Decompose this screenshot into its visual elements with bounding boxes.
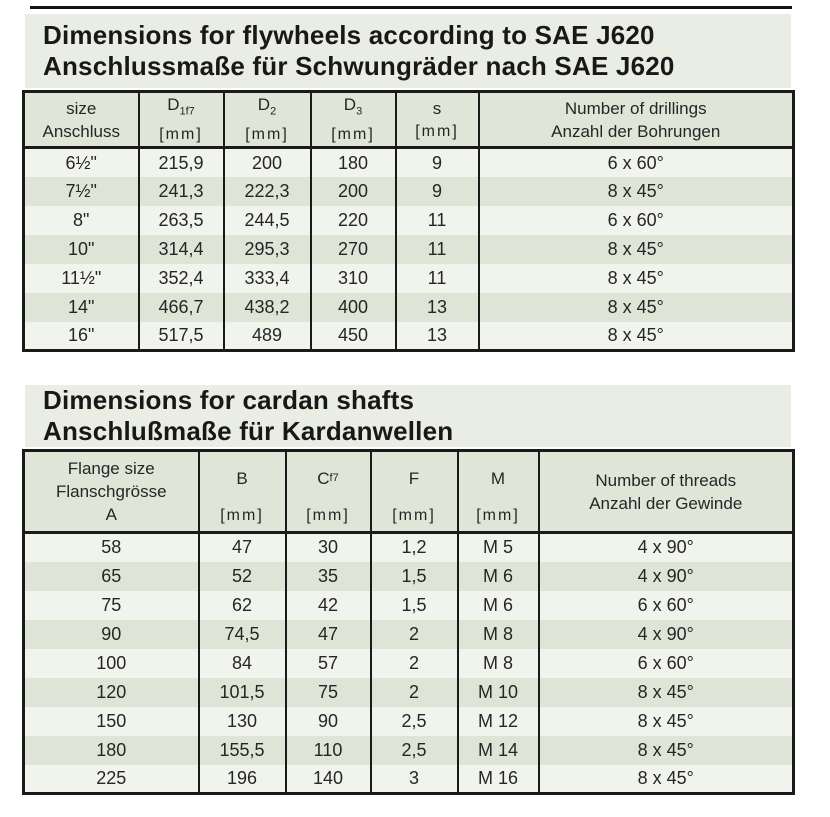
table-cell: M 8	[458, 649, 539, 678]
table-cell: 84	[199, 649, 286, 678]
column-header-cf7	[286, 451, 371, 533]
table-cell: 8"	[24, 206, 139, 235]
flywheels-title-band	[25, 14, 791, 88]
table-cell: 65	[24, 562, 199, 591]
symbol-subscript: f7	[329, 471, 339, 484]
unit-label: [mm]	[245, 126, 289, 144]
table-cell: 140	[286, 765, 371, 794]
column-header-size	[24, 92, 139, 148]
table-row	[24, 707, 794, 736]
table-cell: M 5	[458, 533, 539, 562]
table-cell: 6½"	[24, 148, 139, 177]
table-row	[24, 264, 794, 293]
table-cell: 11	[396, 206, 479, 235]
table-cell: 200	[224, 148, 311, 177]
table-cell: 110	[286, 736, 371, 765]
symbol-letter: D	[167, 95, 180, 114]
table-cell: 8 x 45°	[479, 322, 794, 351]
header-line: Number of threads	[595, 470, 737, 490]
table-cell: 180	[24, 736, 199, 765]
table-cell: 58	[24, 533, 199, 562]
table-cell: 150	[24, 707, 199, 736]
table-cell: M 6	[458, 591, 539, 620]
flywheels-table-body	[24, 148, 794, 351]
table-cell: 180	[311, 148, 396, 177]
table-cell: 241,3	[139, 177, 224, 206]
table-cell: 9	[396, 177, 479, 206]
table-cell: 352,4	[139, 264, 224, 293]
symbol	[312, 93, 395, 123]
table-cell: 6 x 60°	[539, 591, 794, 620]
table-cell: 13	[396, 322, 479, 351]
table-cell: 42	[286, 591, 371, 620]
table-cell: 263,5	[139, 206, 224, 235]
column-header-f	[371, 451, 458, 533]
column-header-s	[396, 92, 479, 148]
symbol	[287, 452, 370, 504]
column-header-drillings	[479, 92, 794, 148]
header-line: Flanschgrösse	[55, 482, 167, 501]
cardan-table	[22, 449, 795, 795]
table-row	[24, 235, 794, 264]
cardan-title-band	[25, 385, 791, 447]
table-cell: 16"	[24, 322, 139, 351]
table-cell: 10"	[24, 235, 139, 264]
header-line: Anschluss	[42, 121, 120, 141]
table-cell: 222,3	[224, 177, 311, 206]
table-row	[24, 678, 794, 707]
symbol-letter: s	[432, 98, 442, 118]
unit-label: [mm]	[392, 507, 436, 524]
unit-label: [mm]	[159, 126, 203, 144]
table-row	[24, 562, 794, 591]
symbol	[200, 452, 285, 504]
table-cell: 90	[286, 707, 371, 736]
table-cell: 75	[24, 591, 199, 620]
table-cell: 333,4	[224, 264, 311, 293]
header-line: size	[66, 98, 97, 118]
table-cell: 6 x 60°	[479, 148, 794, 177]
table-cell: 196	[199, 765, 286, 794]
cardan-title-en: Dimensions for cardan shafts	[43, 385, 415, 415]
table-cell: 8 x 45°	[539, 736, 794, 765]
header-line: Anzahl der Bohrungen	[551, 121, 721, 141]
table-cell: 215,9	[139, 148, 224, 177]
table-row	[24, 649, 794, 678]
table-row	[24, 206, 794, 235]
table-cell: 3	[371, 765, 458, 794]
table-cell: 101,5	[199, 678, 286, 707]
table-cell: 244,5	[224, 206, 311, 235]
header-line: Number of drillings	[564, 98, 707, 118]
flywheels-table-header	[24, 92, 794, 148]
table-cell: 75	[286, 678, 371, 707]
table-cell: 450	[311, 322, 396, 351]
table-cell: 62	[199, 591, 286, 620]
table-row	[24, 620, 794, 649]
table-cell: 6 x 60°	[539, 649, 794, 678]
symbol-letter: M	[490, 468, 506, 488]
table-cell: 200	[311, 177, 396, 206]
symbol	[397, 97, 478, 120]
table-cell: 2	[371, 678, 458, 707]
table-cell: 30	[286, 533, 371, 562]
table-row	[24, 765, 794, 794]
column-header-b	[199, 451, 286, 533]
table-cell: M 16	[458, 765, 539, 794]
symbol	[140, 93, 223, 123]
column-header-threads	[539, 451, 794, 533]
flywheels-title-de: Anschlussmaße für Schwungräder nach SAE J620	[43, 51, 675, 81]
symbol-letter: D	[343, 95, 357, 114]
table-cell: 1,5	[371, 591, 458, 620]
table-cell: 100	[24, 649, 199, 678]
table-cell: 8 x 45°	[479, 235, 794, 264]
table-cell: 466,7	[139, 293, 224, 322]
flywheels-table	[22, 90, 795, 352]
table-cell: 74,5	[199, 620, 286, 649]
table-cell: 9	[396, 148, 479, 177]
table-cell: 6 x 60°	[479, 206, 794, 235]
table-cell: 1,5	[371, 562, 458, 591]
table-cell: 8 x 45°	[479, 177, 794, 206]
table-cell: 4 x 90°	[539, 562, 794, 591]
symbol-subscript: 2	[270, 105, 277, 118]
table-cell: 47	[286, 620, 371, 649]
table-cell: 295,3	[224, 235, 311, 264]
table-cell: 52	[199, 562, 286, 591]
table-cell: 517,5	[139, 322, 224, 351]
table-cell: 8 x 45°	[479, 293, 794, 322]
table-cell: M 10	[458, 678, 539, 707]
cardan-table-body	[24, 533, 794, 794]
symbol-letter: B	[236, 468, 248, 488]
table-cell: 220	[311, 206, 396, 235]
table-cell: 1,2	[371, 533, 458, 562]
table-cell: 130	[199, 707, 286, 736]
column-header-d3	[311, 92, 396, 148]
table-cell: 11½"	[24, 264, 139, 293]
table-cell: 120	[24, 678, 199, 707]
table-row	[24, 533, 794, 562]
symbol-letter: C	[317, 468, 330, 488]
table-cell: 8 x 45°	[539, 707, 794, 736]
symbol-letter: F	[408, 468, 420, 488]
table-cell: 310	[311, 264, 396, 293]
header-line: A	[105, 505, 117, 524]
table-row	[24, 736, 794, 765]
table-cell: M 14	[458, 736, 539, 765]
table-cell: 8 x 45°	[479, 264, 794, 293]
column-header-d1f7	[139, 92, 224, 148]
unit-label: [mm]	[476, 507, 520, 524]
unit-label: [mm]	[331, 126, 375, 144]
table-cell: 314,4	[139, 235, 224, 264]
table-cell: 90	[24, 620, 199, 649]
flywheels-title-en: Dimensions for flywheels according to SAE J620	[43, 20, 655, 50]
table-row	[24, 177, 794, 206]
table-cell: 489	[224, 322, 311, 351]
column-header-m	[458, 451, 539, 533]
table-row	[24, 322, 794, 351]
table-cell: 155,5	[199, 736, 286, 765]
table-row	[24, 293, 794, 322]
table-cell: 35	[286, 562, 371, 591]
table-cell: 8 x 45°	[539, 765, 794, 794]
table-cell: 225	[24, 765, 199, 794]
table-cell: 7½"	[24, 177, 139, 206]
table-cell: 47	[199, 533, 286, 562]
symbol	[225, 93, 310, 123]
table-cell: 57	[286, 649, 371, 678]
header-row	[24, 451, 794, 533]
table-cell: 2	[371, 620, 458, 649]
table-cell: 2	[371, 649, 458, 678]
table-cell: 14"	[24, 293, 139, 322]
unit-label: [mm]	[306, 507, 350, 524]
table-cell: 2,5	[371, 707, 458, 736]
table-cell: M 8	[458, 620, 539, 649]
cardan-table-header	[24, 451, 794, 533]
header-row	[24, 92, 794, 148]
top-rule	[30, 6, 792, 9]
cardan-title-de: Anschlußmaße für Kardanwellen	[43, 416, 454, 446]
table-row	[24, 591, 794, 620]
table-cell: 400	[311, 293, 396, 322]
header-line: Flange size	[67, 459, 155, 478]
table-cell: 270	[311, 235, 396, 264]
symbol-subscript: 3	[356, 105, 363, 118]
table-cell: 438,2	[224, 293, 311, 322]
table-row	[24, 148, 794, 177]
symbol-subscript: 1f7	[179, 105, 195, 118]
table-cell: 4 x 90°	[539, 533, 794, 562]
table-cell: 2,5	[371, 736, 458, 765]
table-cell: M 6	[458, 562, 539, 591]
table-cell: 11	[396, 235, 479, 264]
column-header-flange-size	[24, 451, 199, 533]
table-cell: 11	[396, 264, 479, 293]
table-cell: 13	[396, 293, 479, 322]
table-cell: M 12	[458, 707, 539, 736]
unit-label: [mm]	[220, 507, 264, 524]
symbol-letter: D	[257, 95, 271, 114]
column-header-d2	[224, 92, 311, 148]
symbol	[459, 452, 538, 504]
table-cell: 8 x 45°	[539, 678, 794, 707]
symbol	[372, 452, 457, 504]
unit-label: [mm]	[415, 122, 459, 140]
table-cell: 4 x 90°	[539, 620, 794, 649]
header-line: Anzahl der Gewinde	[589, 493, 743, 513]
